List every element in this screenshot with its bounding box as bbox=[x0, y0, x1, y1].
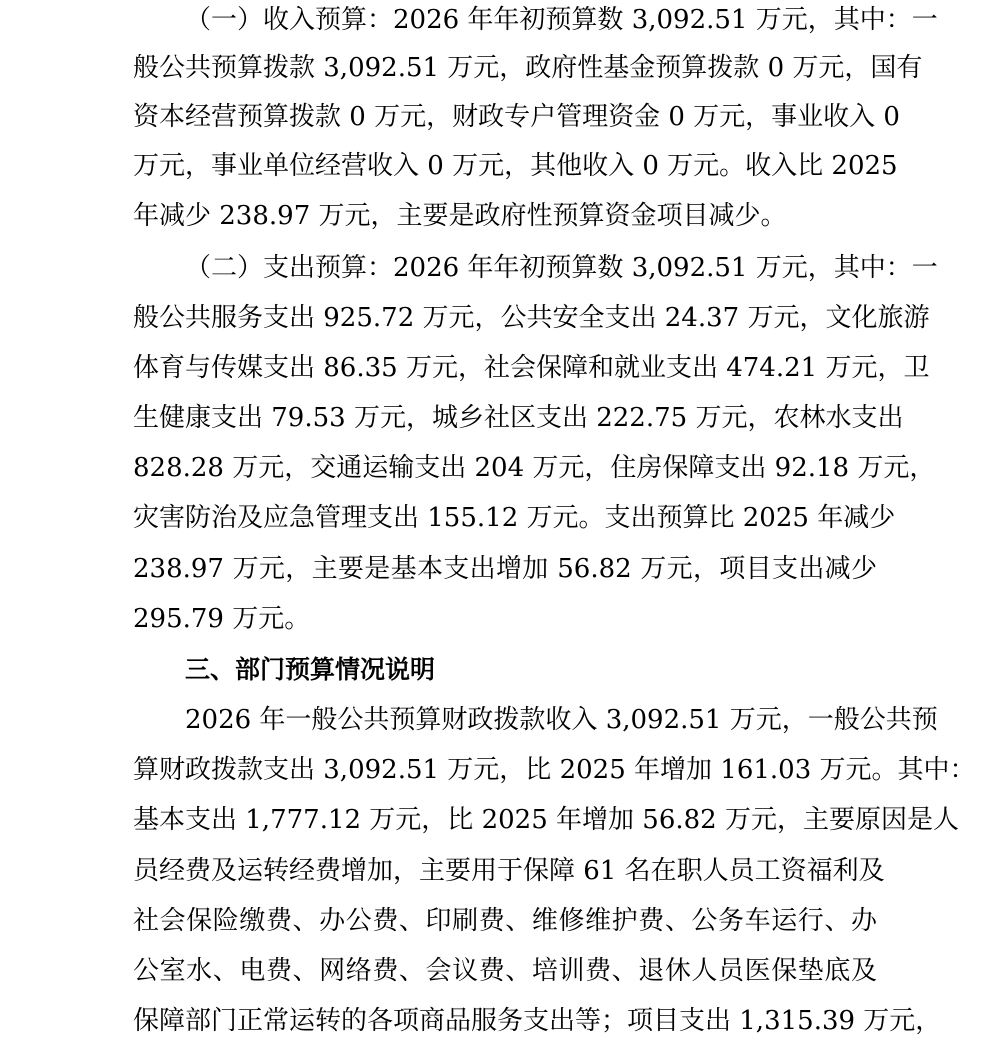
paragraph-dept-line: 基本支出 1,777.12 万元，比 2025 年增加 56.82 万元，主要原因是人 bbox=[133, 805, 959, 835]
paragraph-expenditure-line: 295.79 万元。 bbox=[133, 604, 311, 634]
paragraph-income-line: 资本经营预算拨款 0 万元，财政专户管理资金 0 万元，事业收入 0 bbox=[133, 102, 900, 132]
paragraph-expenditure-line: 体育与传媒支出 86.35 万元，社会保障和就业支出 474.21 万元，卫 bbox=[133, 353, 930, 383]
paragraph-dept-line: 社会保险缴费、办公费、印刷费、维修维护费、公务车运行、办 bbox=[133, 906, 877, 936]
paragraph-income-line: 般公共预算拨款 3,092.51 万元，政府性基金预算拨款 0 万元，国有 bbox=[133, 53, 923, 83]
paragraph-expenditure-line: （二）支出预算：2026 年年初预算数 3,092.51 万元，其中：一 bbox=[185, 253, 938, 283]
paragraph-income-line: 万元，事业单位经营收入 0 万元，其他收入 0 万元。收入比 2025 bbox=[133, 151, 898, 181]
paragraph-dept-line: 保障部门正常运转的各项商品服务支出等；项目支出 1,315.39 万元， bbox=[133, 1006, 942, 1036]
paragraph-dept-line: 算财政拨款支出 3,092.51 万元，比 2025 年增加 161.03 万元。其中： bbox=[133, 755, 976, 785]
section-heading: 三、部门预算情况说明 bbox=[185, 655, 436, 684]
paragraph-expenditure-line: 般公共服务支出 925.72 万元，公共安全支出 24.37 万元，文化旅游 bbox=[133, 303, 930, 333]
paragraph-income-line: （一）收入预算：2026 年年初预算数 3,092.51 万元，其中：一 bbox=[185, 5, 938, 35]
paragraph-expenditure-line: 238.97 万元，主要是基本支出增加 56.82 万元，项目支出减少 bbox=[133, 554, 877, 584]
paragraph-dept-line: 员经费及运转经费增加，主要用于保障 61 名在职人员工资福利及 bbox=[133, 856, 885, 886]
paragraph-expenditure-line: 生健康支出 79.53 万元，城乡社区支出 222.75 万元，农林水支出 bbox=[133, 403, 904, 433]
paragraph-income-line: 年减少 238.97 万元，主要是政府性预算资金项目减少。 bbox=[133, 201, 787, 231]
paragraph-dept-line: 2026 年一般公共预算财政拨款收入 3,092.51 万元，一般公共预 bbox=[185, 705, 938, 735]
paragraph-dept-line: 公室水、电费、网络费、会议费、培训费、退休人员医保垫底及 bbox=[133, 956, 877, 986]
paragraph-expenditure-line: 灾害防治及应急管理支出 155.12 万元。支出预算比 2025 年减少 bbox=[133, 503, 896, 533]
paragraph-expenditure-line: 828.28 万元，交通运输支出 204 万元，住房保障支出 92.18 万元， bbox=[133, 453, 936, 483]
